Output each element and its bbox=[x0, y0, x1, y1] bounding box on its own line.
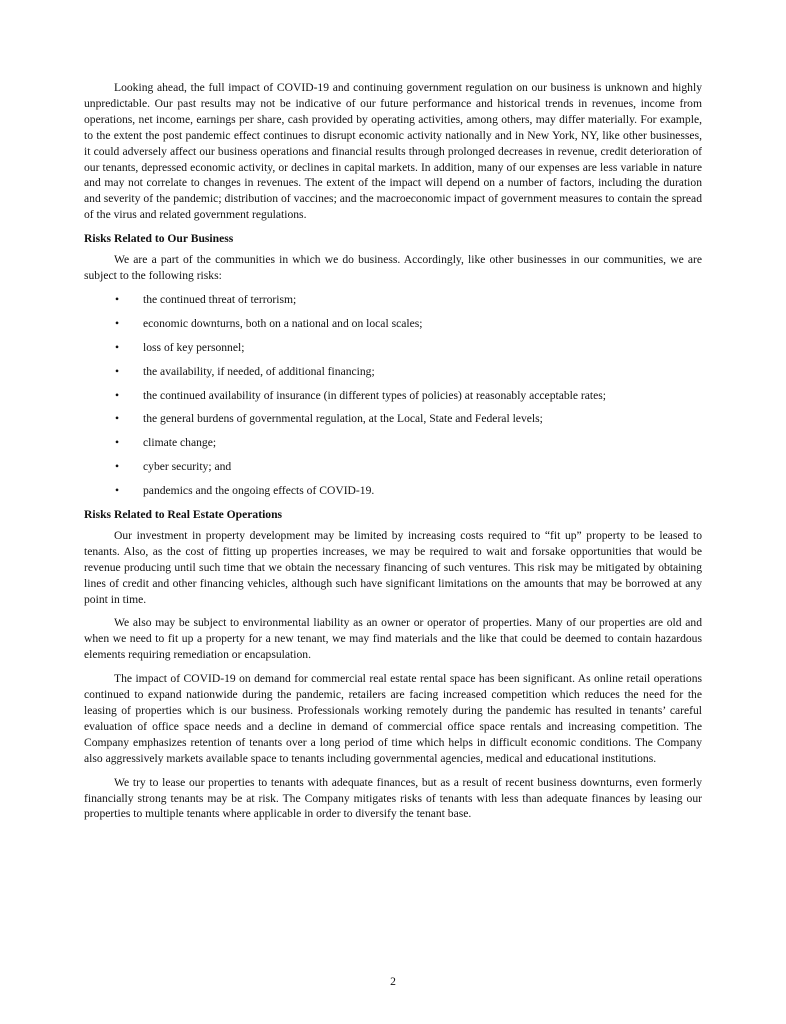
list-item: • cyber security; and bbox=[115, 460, 232, 474]
real-estate-paragraph: Our investment in property development may be limited by increasing costs required to “fit up” property to be leased to tenants. Also, as the cost of fitting up properties increases, we may be required to wait and forsake opportunities that would be revenue producing until such time that we obtain the necessary financing of such ventures. This risk may be mitigated by obtaining lines of credit and other financing vehicles, although such have significant limitations on the amounts that may be borrowed at any point in time. bbox=[84, 528, 702, 606]
list-item: • the continued availability of insurance (in different types of policies) at reasonably acceptable rates; bbox=[115, 388, 607, 402]
list-item: • the continued threat of terrorism; bbox=[115, 292, 297, 306]
bullet-icon: • bbox=[115, 436, 120, 450]
bullet-icon: • bbox=[115, 412, 120, 426]
intro-paragraph: Looking ahead, the full impact of COVID-19 and continuing government regulation on our business is unknown and highly unpredictable. Our past results may not be indicative of our future performance and historical trends in revenues, income from operations, net income, earnings per share, cash provided by operating activities, among others, may differ materially. For example, to the extent the post pandemic effect continues to disrupt economic activity nationally and in New York, NY, like other businesses, it could adversely affect our business operations and financial results through prolonged decreases in revenue, credit deterioration of our tenants, depressed economic activity, or declines in capital markets. In addition, many of our expenses are less variable in nature and may not correlate to changes in revenues. The extent of the impact will depend on a number of factors, including the duration and severity of the pandemic; distribution of vaccines; and the macroeconomic impact of government measures to contain the spread of the virus and related government regulations. bbox=[84, 81, 702, 222]
document-page bbox=[84, 80, 702, 830]
list-item: • climate change; bbox=[115, 436, 217, 450]
bullet-icon: • bbox=[115, 460, 120, 474]
real-estate-paragraph: We try to lease our properties to tenants with adequate finances, but as a result of recent business downturns, even formerly financially strong tenants may be at risk. The Company mitigates risks of tenants with less than adequate finances by leasing our properties to multiple tenants where applicable in order to diversify the tenant base. bbox=[84, 775, 702, 821]
bullet-icon: • bbox=[115, 364, 120, 378]
real-estate-paragraph: The impact of COVID-19 on demand for commercial real estate rental space has been significant. As online retail operations continued to expand nationwide during the pandemic, retailers are facing increased competition which reduces the need for the leasing of properties which is our business. Professionals working remotely during the pandemic has resulted in tenants’ careful evaluation of office space needs and a decline in demand of commercial office space rentals and increasing competition. The Company emphasizes retention of tenants over a long period of time which helps in difficult economic conditions. The Company also aggressively markets available space to tenants including governmental agencies, medical and educational institutions. bbox=[84, 672, 702, 765]
business-risks-heading: Risks Related to Our Business bbox=[84, 232, 234, 246]
page-number: 2 bbox=[390, 975, 396, 988]
bullet-icon: • bbox=[115, 388, 120, 402]
real-estate-risks-heading: Risks Related to Real Estate Operations bbox=[84, 508, 283, 522]
business-risks-list bbox=[84, 292, 702, 499]
real-estate-paragraph: We also may be subject to environmental liability as an owner or operator of properties. Many of our properties are old and when we need to fit up a property for a new tenant, we may find materials and the like that could be deemed to contain hazardous elements requiring remediation or encapsulation. bbox=[84, 616, 702, 662]
business-risks-intro: We are a part of the communities in which we do business. Accordingly, like other businesses in our communities, we are subject to the following risks: bbox=[84, 253, 702, 282]
bullet-icon: • bbox=[115, 340, 120, 354]
list-item: • pandemics and the ongoing effects of COVID-19. bbox=[115, 484, 375, 498]
bullet-icon: • bbox=[115, 484, 120, 498]
list-item: • loss of key personnel; bbox=[115, 340, 245, 354]
list-item: • economic downturns, both on a national and on local scales; bbox=[115, 316, 423, 330]
list-item: • the general burdens of governmental regulation, at the Local, State and Federal levels; bbox=[115, 412, 543, 426]
bullet-icon: • bbox=[115, 316, 120, 330]
list-item: • the availability, if needed, of additional financing; bbox=[115, 364, 375, 378]
bullet-icon: • bbox=[115, 292, 120, 306]
